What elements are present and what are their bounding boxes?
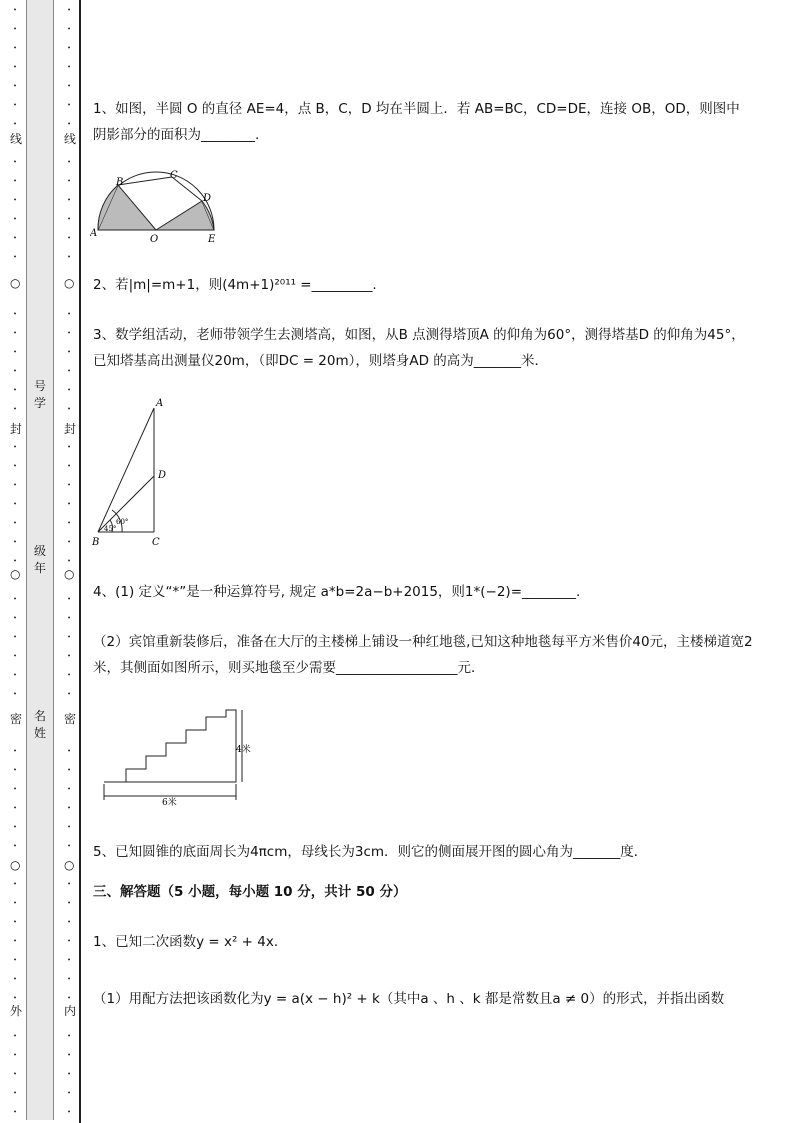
label-60: 60° [116, 518, 129, 526]
outer-dotted-line [10, 0, 23, 1123]
dot: • [13, 102, 17, 109]
label-D: D [158, 470, 167, 481]
dot: • [13, 520, 17, 527]
dot: • [67, 406, 71, 413]
label-D: D [203, 193, 212, 204]
dot: • [13, 463, 17, 470]
dot: • [67, 235, 71, 242]
dot: • [13, 178, 17, 185]
dot: • [13, 444, 17, 451]
dot: • [67, 216, 71, 223]
dot: • [13, 330, 17, 337]
dot: • [67, 520, 71, 527]
dot: • [13, 919, 17, 926]
dot: • [13, 653, 17, 660]
dot: • [13, 767, 17, 774]
label-A: A [90, 228, 98, 239]
dot: • [67, 824, 71, 831]
margin-rule [79, 0, 81, 1123]
dot: • [67, 843, 71, 850]
dot: • [13, 786, 17, 793]
dot: • [67, 1071, 71, 1078]
dot: • [67, 197, 71, 204]
dot: • [67, 311, 71, 318]
label-4m: 4米 [236, 745, 251, 755]
dot: • [13, 805, 17, 812]
dot: • [13, 501, 17, 508]
stairs-figure [100, 706, 256, 810]
dot: • [67, 976, 71, 983]
dot: • [13, 26, 17, 33]
dot: • [67, 691, 71, 698]
gutter-mark: 线 [64, 132, 77, 146]
student-info-band [26, 0, 54, 1120]
dot: • [13, 216, 17, 223]
dot: • [13, 995, 17, 1002]
dot: • [67, 805, 71, 812]
dot: • [13, 691, 17, 698]
name-field: 名姓 [33, 709, 46, 740]
dot: • [67, 938, 71, 945]
dot: • [67, 254, 71, 261]
question-1: 1、如图，半圆 O 的直径 AE=4，点 B，C，D 均在半圆上．若 AB=BC，CD=DE，连接 OB，OD，则图中阴影部分的面积为________. [93, 101, 740, 143]
dot: • [13, 368, 17, 375]
question-4-part-1: 4、(1) 定义“*”是一种运算符号, 规定 a*b=2a−b+2015，则1*(−2)=________. [93, 584, 581, 600]
label-O: O [150, 234, 159, 244]
dot: • [13, 83, 17, 90]
dot: • [67, 387, 71, 394]
solve-question-1: 1、已知二次函数y = x² + 4x． [93, 934, 288, 950]
dot: • [13, 957, 17, 964]
dot: • [67, 767, 71, 774]
dot: • [67, 1109, 71, 1116]
semicircle-figure [90, 168, 222, 244]
dot: • [13, 45, 17, 52]
question-5: 5、已知圆锥的底面周长为4πcm，母线长为3cm．则它的侧面展开图的圆心角为_______度． [93, 844, 648, 860]
dot: • [67, 786, 71, 793]
gutter-mark: 封 [10, 422, 23, 436]
dot: • [67, 919, 71, 926]
dot: • [67, 45, 71, 52]
dot: • [13, 311, 17, 318]
dot: • [13, 900, 17, 907]
gutter-mark: 线 [10, 132, 23, 146]
dot: • [67, 501, 71, 508]
dot: • [13, 843, 17, 850]
dot: • [67, 83, 71, 90]
dot: • [67, 900, 71, 907]
label-C: C [170, 170, 178, 181]
dot: • [67, 330, 71, 337]
inner-dotted-line [64, 0, 77, 1123]
question-4-part-2: （2）宾馆重新装修后，准备在大厅的主楼梯上铺设一种红地毯,已知这种地毯每平方米售价40元，主楼梯道宽2米，其侧面如图所示，则买地毯至少需要__________________元． [93, 634, 753, 676]
label-A: A [156, 398, 164, 409]
dot: • [67, 995, 71, 1002]
dot: • [13, 938, 17, 945]
dot: • [13, 672, 17, 679]
dot: • [67, 634, 71, 641]
dot: • [67, 64, 71, 71]
dot: • [13, 197, 17, 204]
dot: • [13, 1109, 17, 1116]
gutter-mark: 密 [10, 712, 23, 726]
dot: • [67, 482, 71, 489]
dot: • [13, 1071, 17, 1078]
dot: • [67, 881, 71, 888]
label-B: B [116, 177, 124, 188]
dot: • [67, 1052, 71, 1059]
dot: • [67, 349, 71, 356]
dot: • [67, 539, 71, 546]
dot: • [13, 634, 17, 641]
gutter-mark: ○ [64, 858, 75, 872]
dot: • [13, 254, 17, 261]
label-E: E [208, 234, 216, 244]
dot: • [13, 7, 17, 14]
dot: • [13, 406, 17, 413]
gutter-mark: ○ [10, 276, 21, 290]
label-C: C [152, 537, 160, 548]
dot: • [67, 121, 71, 128]
dot: • [67, 748, 71, 755]
dot: • [67, 178, 71, 185]
dot: • [67, 672, 71, 679]
dot: • [13, 824, 17, 831]
question-3: 3、数学组活动，老师带领学生去测塔高，如图，从B 点测得塔顶A 的仰角为60°，测得塔基D 的仰角为45°，已知塔基高出测量仪20m，（即DC = 20m），则塔身AD 的高为_______米． [93, 327, 745, 369]
gutter-mark: ○ [64, 276, 75, 290]
section-heading: 三、解答题（5 小题，每小题 10 分，共计 50 分） [93, 884, 407, 900]
label-6m: 6米 [162, 798, 177, 808]
dot: • [67, 957, 71, 964]
dot: • [13, 976, 17, 983]
dot: • [67, 102, 71, 109]
solve-question-1-part-1: （1）用配方法把该函数化为y = a(x − h)² + k（其中a 、h 、k 都是常数且a ≠ 0）的形式，并指出函数 [93, 991, 725, 1007]
dot: • [13, 121, 17, 128]
dot: • [67, 444, 71, 451]
dot: • [13, 1052, 17, 1059]
gutter-mark: 外 [10, 1004, 23, 1018]
dot: • [13, 159, 17, 166]
gutter-mark: ○ [10, 858, 21, 872]
dot: • [67, 1090, 71, 1097]
dot: • [67, 653, 71, 660]
dot: • [67, 159, 71, 166]
dot: • [13, 482, 17, 489]
grade-field: 级年 [33, 544, 46, 575]
dot: • [13, 539, 17, 546]
gutter-mark: ○ [10, 567, 21, 581]
dot: • [13, 881, 17, 888]
dot: • [13, 349, 17, 356]
dot: • [13, 1090, 17, 1097]
gutter-mark: ○ [64, 567, 75, 581]
dot: • [67, 558, 71, 565]
dot: • [67, 615, 71, 622]
dot: • [13, 387, 17, 394]
label-B: B [92, 537, 100, 548]
label-45: 45° [104, 525, 117, 533]
dot: • [67, 596, 71, 603]
dot: • [67, 7, 71, 14]
dot: • [67, 1033, 71, 1040]
dot: • [13, 596, 17, 603]
dot: • [67, 26, 71, 33]
dot: • [13, 1033, 17, 1040]
tower-figure [88, 396, 178, 548]
dot: • [13, 615, 17, 622]
dot: • [67, 368, 71, 375]
gutter-mark: 密 [64, 712, 77, 726]
binding-gutter [0, 0, 82, 1123]
dot: • [13, 64, 17, 71]
student-id-field: 号学 [33, 379, 46, 410]
dot: • [13, 235, 17, 242]
dot: • [13, 558, 17, 565]
gutter-mark: 封 [64, 422, 77, 436]
question-2: 2、若|m|=m+1，则(4m+1)²⁰¹¹ =_________. [93, 277, 377, 293]
dot: • [67, 463, 71, 470]
gutter-mark: 内 [64, 1004, 77, 1018]
dot: • [13, 748, 17, 755]
